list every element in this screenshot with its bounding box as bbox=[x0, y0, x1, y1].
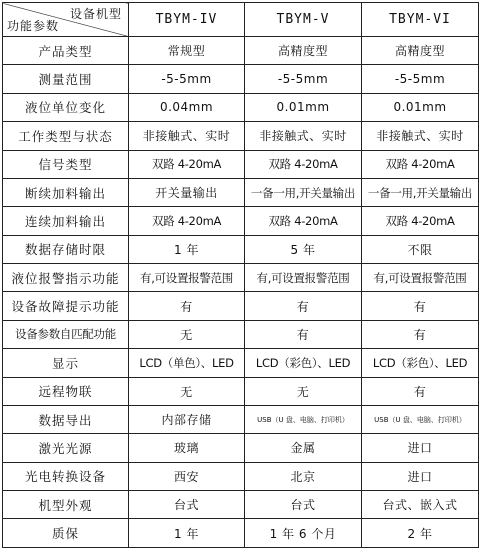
value-cell: 玻璃 bbox=[129, 434, 245, 462]
value-cell: 金属 bbox=[245, 434, 362, 462]
parameter-label: 光电转换设备 bbox=[3, 462, 129, 490]
corner-label-model: 设备机型 bbox=[69, 7, 122, 21]
value-cell: 高精度型 bbox=[362, 37, 479, 65]
table-row bbox=[3, 178, 479, 206]
table-row bbox=[3, 93, 479, 121]
value-cell: 1 年 bbox=[129, 235, 245, 263]
value-cell: 北京 bbox=[245, 462, 362, 490]
value-cell: 进口 bbox=[362, 462, 479, 490]
table-row bbox=[3, 377, 479, 405]
value-cell: 无 bbox=[129, 377, 245, 405]
table-row bbox=[3, 207, 479, 235]
value-cell: 有,可设置报警范围 bbox=[362, 264, 479, 292]
model-header: TBYM-VI bbox=[362, 3, 479, 37]
value-cell: USB（U 盘、电脑、打印机） bbox=[245, 405, 362, 433]
value-cell: 有,可设置报警范围 bbox=[245, 264, 362, 292]
table-row bbox=[3, 292, 479, 320]
value-cell: 非接触式、实时 bbox=[129, 122, 245, 150]
value-cell: 双路 4-20mA bbox=[245, 207, 362, 235]
value-cell: 有 bbox=[362, 320, 479, 348]
value-cell: 0.04mm bbox=[129, 93, 245, 121]
table-row bbox=[3, 235, 479, 263]
value-cell: 0.01mm bbox=[362, 93, 479, 121]
value-cell: 进口 bbox=[362, 434, 479, 462]
parameter-label: 信号类型 bbox=[3, 150, 129, 178]
parameter-label: 产品类型 bbox=[3, 37, 129, 65]
table-row bbox=[3, 405, 479, 433]
value-cell: 开关量输出 bbox=[129, 178, 245, 206]
parameter-label: 设备参数自匹配功能 bbox=[3, 320, 129, 348]
spec-comparison-table bbox=[2, 2, 479, 548]
value-cell: 不限 bbox=[362, 235, 479, 263]
value-cell: LCD（单色）、LED bbox=[129, 349, 245, 377]
value-cell: 有,可设置报警范围 bbox=[129, 264, 245, 292]
table-row bbox=[3, 462, 479, 490]
value-cell: 内部存储 bbox=[129, 405, 245, 433]
value-cell: 有 bbox=[362, 377, 479, 405]
value-cell: 台式、嵌入式 bbox=[362, 491, 479, 519]
parameter-label: 设备故障提示功能 bbox=[3, 292, 129, 320]
value-cell: USB（U 盘、电脑、打印机） bbox=[362, 405, 479, 433]
table-row bbox=[3, 349, 479, 377]
model-header: TBYM-IV bbox=[129, 3, 245, 37]
value-cell: 非接触式、实时 bbox=[245, 122, 362, 150]
value-cell: -5-5mm bbox=[362, 65, 479, 93]
value-cell: 一备一用,开关量输出 bbox=[362, 178, 479, 206]
value-cell: 双路 4-20mA bbox=[129, 207, 245, 235]
value-cell: 有 bbox=[362, 292, 479, 320]
value-cell: 台式 bbox=[245, 491, 362, 519]
parameter-label: 数据存储时限 bbox=[3, 235, 129, 263]
value-cell: 双路 4-20mA bbox=[362, 207, 479, 235]
table-header-row bbox=[3, 3, 479, 37]
value-cell: 有 bbox=[245, 292, 362, 320]
value-cell: 台式 bbox=[129, 491, 245, 519]
table-row bbox=[3, 491, 479, 519]
value-cell: 有 bbox=[245, 320, 362, 348]
value-cell: LCD（彩色）、LED bbox=[245, 349, 362, 377]
value-cell: 1 年 bbox=[129, 519, 245, 547]
parameter-label: 远程物联 bbox=[3, 377, 129, 405]
value-cell: 西安 bbox=[129, 462, 245, 490]
corner-label-parameter: 功能参数 bbox=[7, 19, 60, 33]
parameter-label: 激光光源 bbox=[3, 434, 129, 462]
value-cell: 双路 4-20mA bbox=[245, 150, 362, 178]
parameter-label: 断续加料输出 bbox=[3, 178, 129, 206]
table-row bbox=[3, 150, 479, 178]
parameter-label: 测量范围 bbox=[3, 65, 129, 93]
value-cell: 一备一用,开关量输出 bbox=[245, 178, 362, 206]
value-cell: 双路 4-20mA bbox=[129, 150, 245, 178]
value-cell: 无 bbox=[129, 320, 245, 348]
table-row bbox=[3, 434, 479, 462]
table-row bbox=[3, 320, 479, 348]
value-cell: 高精度型 bbox=[245, 37, 362, 65]
value-cell: 有 bbox=[129, 292, 245, 320]
corner-cell bbox=[3, 3, 129, 37]
value-cell: -5-5mm bbox=[129, 65, 245, 93]
parameter-label: 数据导出 bbox=[3, 405, 129, 433]
table-row bbox=[3, 519, 479, 547]
parameter-label: 质保 bbox=[3, 519, 129, 547]
value-cell: 双路 4-20mA bbox=[362, 150, 479, 178]
table-row bbox=[3, 37, 479, 65]
parameter-label: 液位报警指示功能 bbox=[3, 264, 129, 292]
value-cell: 非接触式、实时 bbox=[362, 122, 479, 150]
model-header: TBYM-V bbox=[245, 3, 362, 37]
table-row bbox=[3, 65, 479, 93]
value-cell: 无 bbox=[245, 377, 362, 405]
parameter-label: 显示 bbox=[3, 349, 129, 377]
value-cell: 5 年 bbox=[245, 235, 362, 263]
parameter-label: 机型外观 bbox=[3, 491, 129, 519]
value-cell: 0.01mm bbox=[245, 93, 362, 121]
value-cell: -5-5mm bbox=[245, 65, 362, 93]
parameter-label: 工作类型与状态 bbox=[3, 122, 129, 150]
table-row bbox=[3, 122, 479, 150]
value-cell: 常规型 bbox=[129, 37, 245, 65]
table-row bbox=[3, 264, 479, 292]
parameter-label: 液位单位变化 bbox=[3, 93, 129, 121]
value-cell: 1 年 6 个月 bbox=[245, 519, 362, 547]
parameter-label: 连续加料输出 bbox=[3, 207, 129, 235]
value-cell: 2 年 bbox=[362, 519, 479, 547]
value-cell: LCD（彩色）、LED bbox=[362, 349, 479, 377]
